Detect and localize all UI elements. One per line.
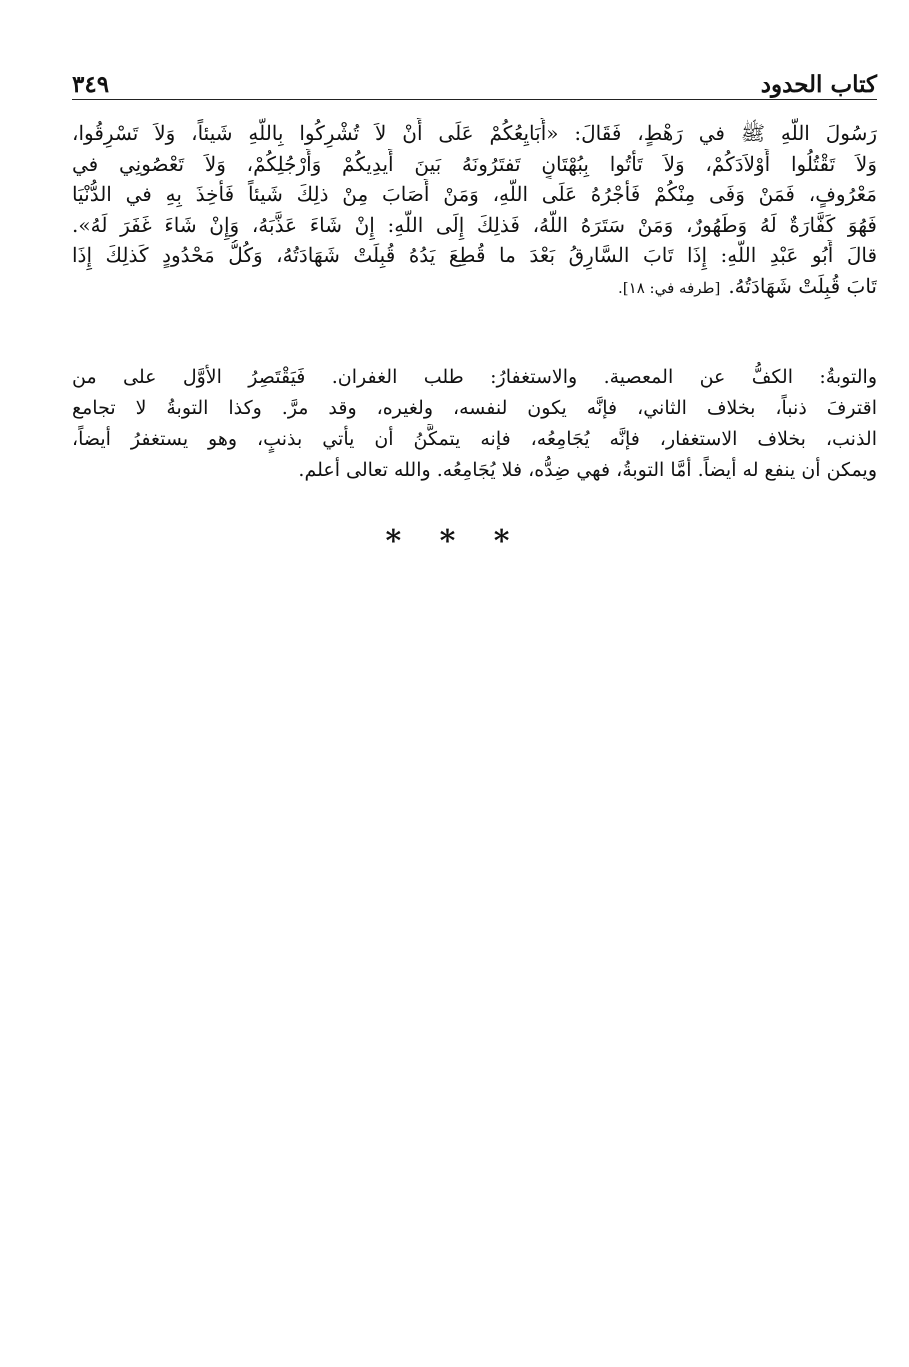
- section-separator: * * *: [385, 524, 524, 559]
- commentary-line: ويمكن أن ينفع له أيضاً. أمَّا التوبةُ، فهي ضِدُّه، فلا يُجَامِعُه. والله تعالى أعلم.: [298, 459, 877, 481]
- page-header: [72, 58, 877, 98]
- commentary-line: الذنب، بخلاف الاستغفار، فإنَّه يُجَامِعُه، فإنه يتمكَّنُ أن يأتي بذنبٍ، وهو يستغفرُ أيضاً،: [72, 428, 877, 450]
- header-rule: [72, 99, 877, 100]
- hadith-reference: [طرفه في: ١٨].: [618, 278, 721, 297]
- commentary-text: [72, 362, 877, 486]
- hadith-line: رَسُولَ اللَّهِ ﷺ في رَهْطٍ، فَقَالَ: «أُبَايِعُكُمْ عَلَى أَنْ لاَ تُشْرِكُوا بِاللَّهِ شَيئاً، وَلاَ تَسْرِقُوا،: [72, 121, 877, 145]
- hadith-line: قالَ أَبُو عَبْدِ اللَّهِ: إِذَا تَابَ السَّارِقُ بَعْدَ ما قُطِعَ يَدُهُ قُبِلَتْ شَهَادَتُهُ، وَكُلُّ مَحْدُودٍ كَذلِكَ إِذَا: [72, 243, 877, 267]
- chapter-title: كتاب الحدود: [760, 71, 877, 98]
- hadith-text: [72, 118, 877, 301]
- commentary-line: والتوبةُ: الكفُّ عن المعصية. والاستغفارُ: طلب الغفران. فَيَقْتَصِرُ الأوَّل على من: [72, 366, 877, 388]
- hadith-line-last: [72, 271, 877, 302]
- hadith-line: مَعْرُوفٍ، فَمَنْ وَفَى مِنْكُمْ فَأَجْرُهُ عَلَى اللَّهِ، وَمَنْ أَصَابَ مِنْ ذلِكَ شَيئاً فَأُخِذَ بِهِ في الدُّنْيَا: [72, 182, 877, 206]
- hadith-line: وَلاَ تَقْتُلُوا أَوْلاَدَكُمْ، وَلاَ تَأْتُوا بِبُهْتَانٍ تَفتَرُونَهُ بَينَ أَيدِيكُمْ وَأَرْجُلِكُمْ، وَلاَ تَعْصُونِي في: [72, 151, 877, 176]
- page-number: ٣٤٩: [72, 71, 110, 98]
- hadith-line: فَهُوَ كَفَّارَةٌ لَهُ وَطَهُورٌ، وَمَنْ سَتَرَهُ اللَّهُ، فَذلِكَ إِلَى اللَّهِ: إِنْ شَاءَ عَذَّبَهُ، وَإِنْ شَاءَ غَفَرَ لَهُ».: [72, 212, 877, 237]
- hadith-line-text: تَابَ قُبِلَتْ شَهَادَتُهُ.: [728, 273, 877, 298]
- commentary-line: اقترفَ ذنباً، بخلاف الثاني، فإنَّه يكون لنفسه، ولغيره، وقد مرَّ. وكذا التوبةُ لا تجامع: [72, 397, 877, 419]
